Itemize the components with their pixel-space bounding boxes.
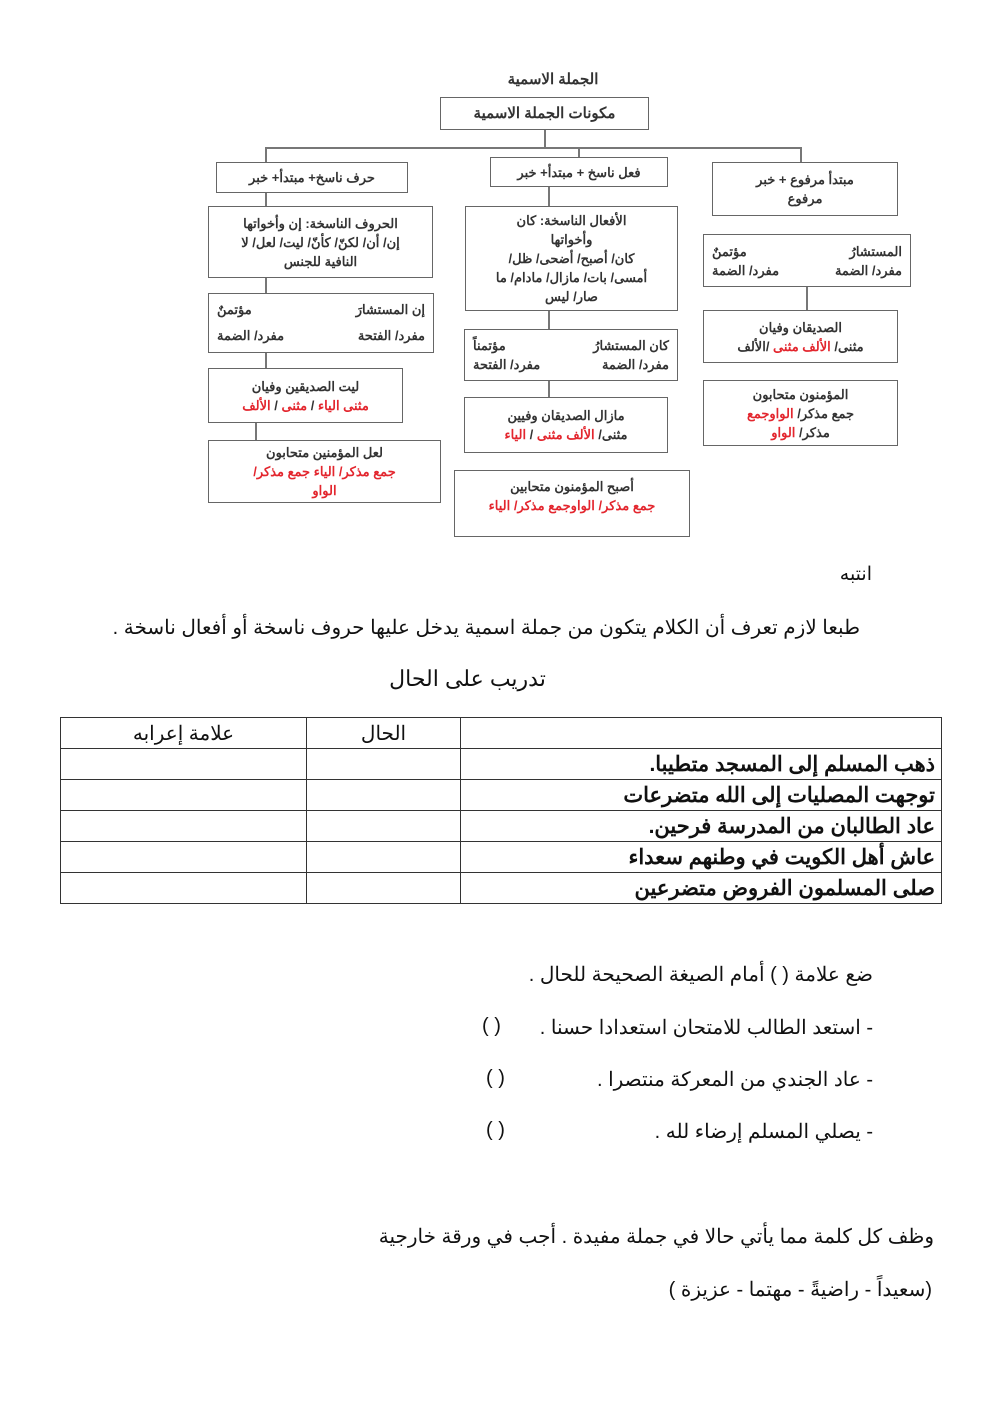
text-segment: المؤمنون متحابون: [752, 386, 849, 402]
connector: [548, 310, 550, 329]
red-text-segment: الألف: [566, 427, 595, 442]
box-line: [499, 163, 659, 182]
red-text-segment: الألف: [242, 397, 271, 413]
note-sentence: طبعا لازم تعرف أن الكلام يتكون من جملة اسمية يدخل عليها حروف ناسخة أو أفعال ناسخة .: [112, 617, 860, 639]
text-segment: ليت الصديقين وفيان: [251, 378, 360, 394]
header-hal: الحال: [307, 718, 461, 749]
connector: [548, 380, 550, 397]
text-segment: مؤتمناً: [473, 338, 506, 353]
box-line: [473, 336, 669, 355]
text-segment: مذكر/: [795, 424, 830, 440]
diagram-box-asbaha-example: [454, 470, 690, 537]
text-segment: فعل ناسخ + مبتدأ+ خبر: [517, 164, 641, 180]
box-line: [474, 287, 669, 306]
diagram-box-fiel-nasikh: [490, 157, 668, 187]
checkmark-instruction: ضع علامة ( ) أمام الصيغة الصحيحة للحال .: [528, 964, 873, 986]
box-line: [474, 268, 669, 287]
diagram-box-sadiqan-example: [703, 310, 898, 363]
text-segment: مثنى/: [594, 427, 628, 442]
irab-answer-cell[interactable]: [61, 780, 307, 811]
diagram-box-muminun-example: [703, 380, 898, 446]
red-text-segment: الألف مثنى: [773, 338, 831, 354]
text-segment: أصبح المؤمنون متحابين: [510, 479, 634, 494]
text-segment: النافية للجنس: [283, 253, 358, 269]
diagram-title: الجملة الاسمية: [507, 71, 599, 88]
box-line: [217, 396, 394, 415]
text-segment: جمع مذكر/: [793, 405, 855, 421]
text-segment: كان المستشارُ: [593, 338, 669, 353]
box-line: [721, 170, 889, 189]
answer-box-2[interactable]: ( ): [486, 1067, 505, 1089]
text-segment: لعل المؤمنين متحابون: [266, 445, 383, 460]
text-segment: المستشارُ: [849, 243, 902, 259]
box-line: [473, 425, 659, 444]
answer-box-1[interactable]: ( ): [482, 1015, 501, 1037]
box-line: [712, 261, 902, 280]
box-line: [474, 230, 669, 249]
text-segment: إن المستشارَ: [355, 302, 425, 317]
text-segment: مثنى/: [830, 338, 864, 354]
box-line: [712, 337, 889, 356]
connector: [255, 422, 257, 440]
text-segment: حرف ناسخ+ مبتدأ+ خبر: [249, 170, 375, 185]
box-line: [217, 323, 425, 349]
text-segment: إن/ أن/ لكنّ/ كأنّ/ ليت/ لعل/ لا: [241, 234, 400, 250]
box-line: [217, 214, 424, 233]
red-text-segment: جمع مذكر/ الواوجمع مذكر/ الياء: [488, 498, 656, 513]
table-row: [61, 873, 942, 904]
box-line: [473, 406, 659, 425]
connector: [548, 186, 550, 206]
red-text-segment: الواوجمع: [746, 405, 794, 421]
diagram-box-mubtada-khabar: [712, 162, 898, 216]
sentence-cell: ذهب المسلم إلى المسجد متطيبا.: [461, 749, 942, 780]
box-line: [225, 168, 399, 187]
box-line: [712, 423, 889, 442]
answer-box-3[interactable]: ( ): [486, 1119, 505, 1141]
table-row: [61, 780, 942, 811]
box-line: [712, 385, 889, 404]
diagram-box-mustashar-example: [703, 234, 911, 287]
text-segment: /الألف: [737, 338, 774, 354]
checkmark-item-3: - يصلي المسلم إرضاء لله .: [654, 1121, 873, 1143]
box-line: [712, 404, 889, 423]
hal-answer-cell[interactable]: [307, 780, 461, 811]
connector: [265, 277, 267, 293]
irab-answer-cell[interactable]: [61, 811, 307, 842]
header-sentence: [461, 718, 942, 749]
red-text-segment: الواو: [312, 483, 337, 498]
text-segment: مبتدأ مرفوع + خبر: [756, 172, 854, 187]
text-segment: مفرد/ الضمة: [834, 262, 902, 278]
sentence-cell: توجهت المصليات إلى الله متضرعات: [461, 780, 942, 811]
connector: [806, 286, 808, 310]
connector: [578, 147, 580, 157]
table-header-row: [61, 718, 942, 749]
diagram-box-kana-example: [464, 329, 678, 381]
usage-instruction: وظف كل كلمة مما يأتي حالا في جملة مفيدة . أجب في ورقة خارجية: [378, 1226, 934, 1248]
table-row: [61, 811, 942, 842]
box-line: [217, 443, 432, 462]
box-line: [217, 462, 432, 481]
connector: [265, 192, 267, 206]
box-line: [217, 233, 424, 252]
diagram-box-afal-nasikha: [465, 206, 678, 311]
box-line: [217, 481, 432, 500]
box-line: [217, 297, 425, 323]
checkmark-item-2: - عاد الجندي من المعركة منتصرا .: [596, 1069, 873, 1091]
sentence-cell: صلى المسلمون الفروض متضرعين: [461, 873, 942, 904]
text-segment: /: [526, 427, 537, 442]
diagram-box-mazala-example: [464, 397, 668, 453]
diagram-root-box: [440, 97, 649, 130]
text-segment: كان/ أصبح/ أضحى/ ظل/: [508, 251, 635, 266]
irab-answer-cell[interactable]: [61, 873, 307, 904]
red-text-segment: مثنى الياء: [317, 397, 369, 413]
text-segment: مفرد/ الضمة: [217, 328, 285, 343]
text-segment: مفرد/ الفتحة: [357, 328, 425, 343]
sentence-cell: عاش أهل الكويت في وطنهم سعداء: [461, 842, 942, 873]
usage-words: (سعيداً - راضيةً - مهتما - عزيزة ): [668, 1279, 932, 1301]
red-text-segment: جمع مذكر/ الياء جمع مذكر/: [253, 464, 396, 479]
header-irab: علامة إعرابه: [61, 718, 307, 749]
text-segment: مؤتمنٌ: [712, 243, 747, 259]
diagram-box-harf-nasikh: [216, 162, 408, 193]
red-text-segment: الياء: [504, 427, 527, 442]
text-segment: مفرد/ الضمة: [712, 262, 780, 278]
text-segment: أمسى/ بات/ مازال/ مادام/ ما: [495, 270, 648, 285]
diagram-box-layta-example: [208, 368, 403, 423]
text-segment: مفرد/ الضمة: [601, 357, 669, 372]
hal-answer-cell[interactable]: [307, 873, 461, 904]
irab-answer-cell[interactable]: [61, 749, 307, 780]
connector: [544, 130, 546, 148]
connector: [265, 352, 267, 368]
red-text-segment: مثنى: [281, 397, 308, 413]
text-segment: صار/ ليس: [545, 289, 598, 304]
box-line: [474, 249, 669, 268]
table-row: [61, 842, 942, 873]
text-segment: مرفوع: [787, 191, 823, 206]
red-text-segment: مثنى: [536, 427, 563, 442]
diagram-root-label: مكونات الجملة الاسمية: [473, 105, 616, 122]
drill-table: [60, 717, 942, 904]
drill-title: تدريب على الحال: [389, 666, 546, 691]
hal-answer-cell[interactable]: [307, 811, 461, 842]
box-line: [217, 377, 394, 396]
table-row: [61, 749, 942, 780]
text-segment: /: [307, 397, 318, 413]
text-segment: وأخواتها: [550, 232, 593, 247]
diagram-box-laalla-example: [208, 440, 441, 503]
box-line: [712, 242, 902, 261]
irab-answer-cell[interactable]: [61, 842, 307, 873]
box-line: [463, 496, 681, 515]
connector: [265, 147, 267, 162]
box-line: [463, 477, 681, 496]
text-segment: الصديقان وفيان: [759, 319, 842, 335]
connector: [800, 147, 802, 162]
diagram-box-huruf-nasikha: [208, 206, 433, 278]
text-segment: مازال الصديقان وفيين: [507, 408, 625, 423]
box-line: [473, 355, 669, 374]
box-line: [474, 211, 669, 230]
text-segment: مفرد/ الفتحة: [473, 357, 541, 372]
text-segment: مؤتمنٌ: [217, 302, 252, 317]
hal-answer-cell[interactable]: [307, 749, 461, 780]
box-line: [712, 318, 889, 337]
hal-answer-cell[interactable]: [307, 842, 461, 873]
connector: [265, 147, 802, 149]
sentence-cell: عاد الطالبان من المدرسة فرحين.: [461, 811, 942, 842]
text-segment: الحروف الناسخة: إن وأخواتها: [243, 215, 398, 231]
red-text-segment: الواو: [771, 424, 796, 440]
checkmark-item-1: - استعد الطالب للامتحان استعدادا حسنا .: [539, 1017, 873, 1039]
note-heading: انتبه: [839, 564, 872, 585]
text-segment: /: [270, 397, 282, 413]
diagram-box-inna-example: [208, 293, 434, 353]
box-line: [217, 252, 424, 271]
box-line: [721, 189, 889, 208]
text-segment: الأفعال الناسخة: كان: [516, 213, 627, 228]
